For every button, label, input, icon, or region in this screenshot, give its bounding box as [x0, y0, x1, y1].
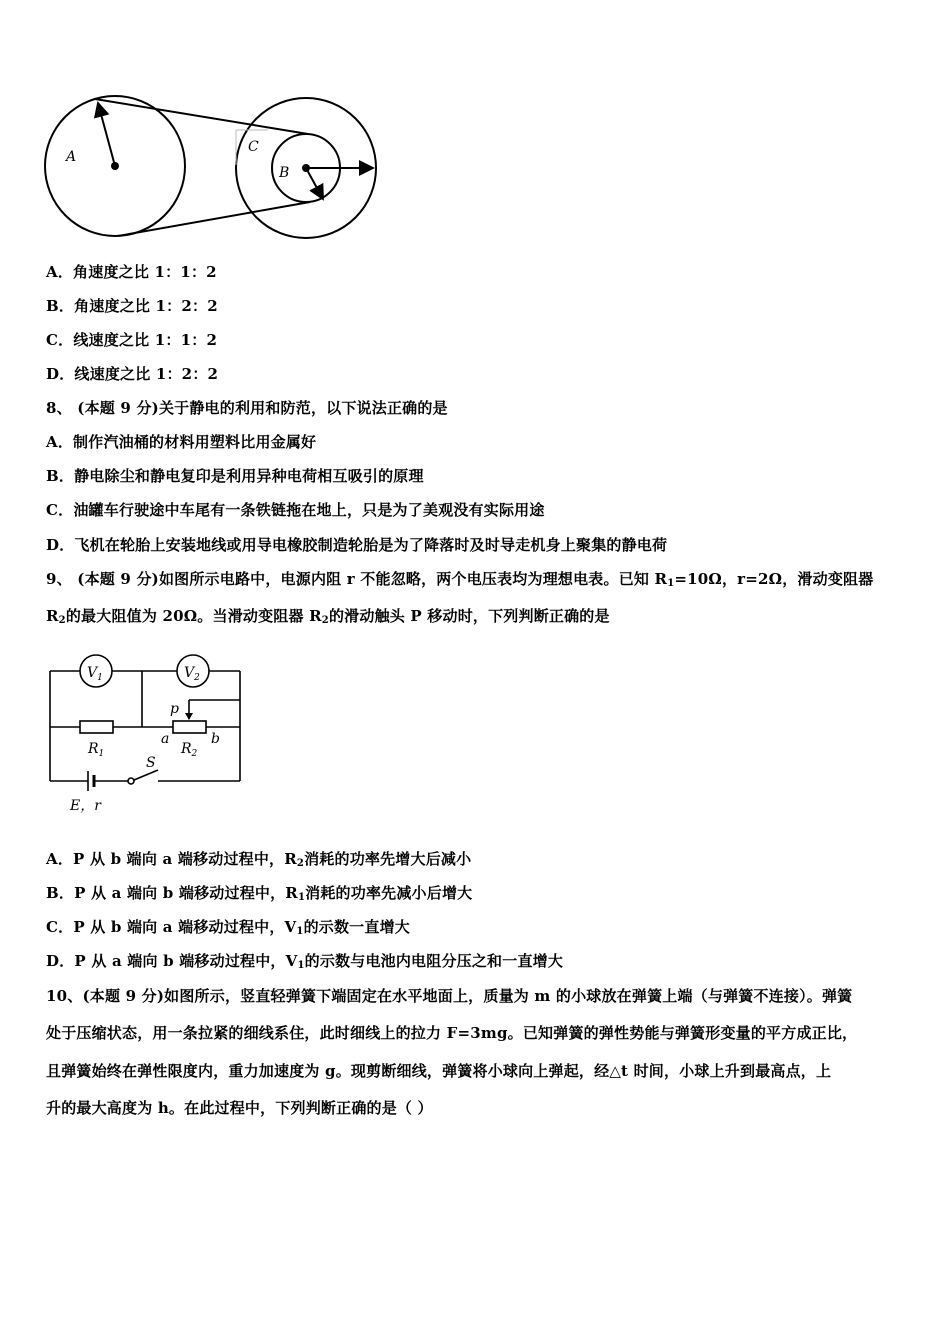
q7-option-a [46, 261, 217, 282]
option-letter: C． [46, 918, 74, 936]
stem-text: 的最大阻值为 20Ω。当滑动变阻器 R [65, 607, 322, 625]
slider-arrow-icon [185, 713, 193, 720]
label-a: A [66, 149, 77, 165]
stem-text: 处于压缩状态，用一条拉紧的细线系住，此时细线上的拉力 F=3mg。已知弹簧的弹性势能与弹簧形变量的平方成正比， [46, 1024, 858, 1042]
option-text: 消耗的功率先增大后减小 [304, 850, 472, 868]
q8-option-a [46, 431, 316, 452]
option-letter: A． [46, 433, 74, 451]
option-letter: D． [46, 952, 75, 970]
q10-line3 [46, 1060, 831, 1081]
option-text: 油罐车行驶途中车尾有一条铁链拖在地上，只是为了美观没有实际用途 [73, 501, 545, 519]
question-stem: (本题 9 分)关于静电的利用和防范，以下说法正确的是 [77, 399, 448, 417]
question-number: 8、 [46, 399, 72, 417]
switch-s [134, 770, 158, 780]
resistor-r2 [173, 721, 206, 733]
subscript: 1 [297, 960, 305, 971]
option-text: P 从 a 端向 b 端移动过程中，R [74, 884, 298, 902]
question-number: 9、 [46, 570, 72, 588]
q8-option-b [46, 465, 424, 486]
label-r2: $R_2$ [181, 741, 198, 759]
q10-line1 [46, 985, 852, 1006]
pulley-figure [40, 95, 380, 245]
option-letter: B． [46, 884, 75, 902]
label-v2: $V_2$ [184, 665, 200, 683]
stem-text: (本题 9 分)如图所示电路中，电源内阻 r 不能忽略，两个电压表均为理想电表。已知 R [77, 570, 668, 588]
radius-arrow-a [98, 103, 115, 166]
option-text: P 从 b 端向 a 端移动过程中，V [73, 918, 297, 936]
stem-text: 且弹簧始终在弹性限度内，重力加速度为 g。现剪断细线，弹簧将小球向上弹起，经△t 时间，小球上升到最高点，上 [46, 1062, 832, 1080]
radius-arrow-b [306, 168, 323, 199]
label-p: p [170, 701, 179, 717]
option-letter: C． [46, 501, 74, 519]
option-text: 的示数与电池内电阻分压之和一直增大 [304, 952, 564, 970]
option-letter: C． [46, 331, 74, 349]
label-a: a [161, 731, 170, 747]
q8-stem [46, 397, 448, 418]
option-letter: A． [46, 850, 74, 868]
option-letter: A． [46, 263, 74, 281]
q9-stem-line2 [46, 605, 610, 626]
q7-option-b [46, 295, 218, 316]
resistor-r1 [80, 721, 113, 733]
label-c: C [248, 139, 259, 155]
subscript: 2 [321, 615, 329, 626]
belt-bottom [118, 202, 310, 236]
option-letter: D． [46, 536, 75, 554]
q10-line2 [46, 1022, 857, 1043]
switch-contact [128, 778, 134, 784]
option-text: 的示数一直增大 [303, 918, 410, 936]
subscript: 1 [667, 578, 675, 589]
option-text: 制作汽油桶的材料用塑料比用金属好 [73, 433, 317, 451]
q8-option-d [46, 534, 667, 555]
label-v1: $V_1$ [87, 665, 103, 683]
q9-option-a [46, 848, 471, 869]
q7-option-d [46, 363, 218, 384]
option-letter: B． [46, 297, 75, 315]
subscript: 2 [296, 858, 305, 869]
q9-option-b [46, 882, 472, 903]
q7-option-c [46, 329, 217, 350]
stem-text: (本题 9 分)如图所示，竖直轻弹簧下端固定在水平地面上，质量为 m 的小球放在弹簧上端（与弹簧不连接）。弹簧 [82, 987, 853, 1005]
question-number: 10、 [46, 987, 83, 1005]
option-text: 角速度之比 1：1：2 [73, 263, 217, 281]
option-text: 线速度之比 1：1：2 [73, 331, 218, 349]
stem-text: 的滑动触头 P 移动时，下列判断正确的是 [328, 607, 610, 625]
option-text: 线速度之比 1：2：2 [74, 365, 219, 383]
option-text: 飞机在轮胎上安装地线或用导电橡胶制造轮胎是为了降落时及时导走机身上聚集的静电荷 [74, 536, 668, 554]
q10-line4 [46, 1097, 433, 1118]
option-letter: D． [46, 365, 75, 383]
option-text: P 从 b 端向 a 端移动过程中，R [73, 850, 297, 868]
label-s: S [146, 755, 156, 771]
subscript: 1 [296, 926, 304, 937]
subscript: 2 [58, 615, 66, 626]
q9-option-d [46, 950, 563, 971]
label-b: b [211, 731, 220, 747]
option-text: 静电除尘和静电复印是利用异种电荷相互吸引的原理 [74, 467, 424, 485]
q8-option-c [46, 499, 545, 520]
label-b: B [279, 165, 290, 181]
stem-text: 升的最大高度为 h。在此过程中，下列判断正确的是（ ） [46, 1099, 433, 1117]
option-letter: B． [46, 467, 75, 485]
q9-stem-line1 [46, 568, 873, 589]
circuit-figure [40, 643, 250, 818]
label-r1: $R_1$ [88, 741, 105, 759]
label-source: E，r [70, 798, 101, 814]
option-text: 消耗的功率先减小后增大 [305, 884, 473, 902]
stem-text: R [46, 607, 59, 625]
subscript: 1 [297, 892, 306, 903]
option-text: P 从 a 端向 b 端移动过程中，V [74, 952, 298, 970]
stem-text: =10Ω，r=2Ω，滑动变阻器 [674, 570, 874, 588]
q9-option-c [46, 916, 410, 937]
option-text: 角速度之比 1：2：2 [74, 297, 218, 315]
